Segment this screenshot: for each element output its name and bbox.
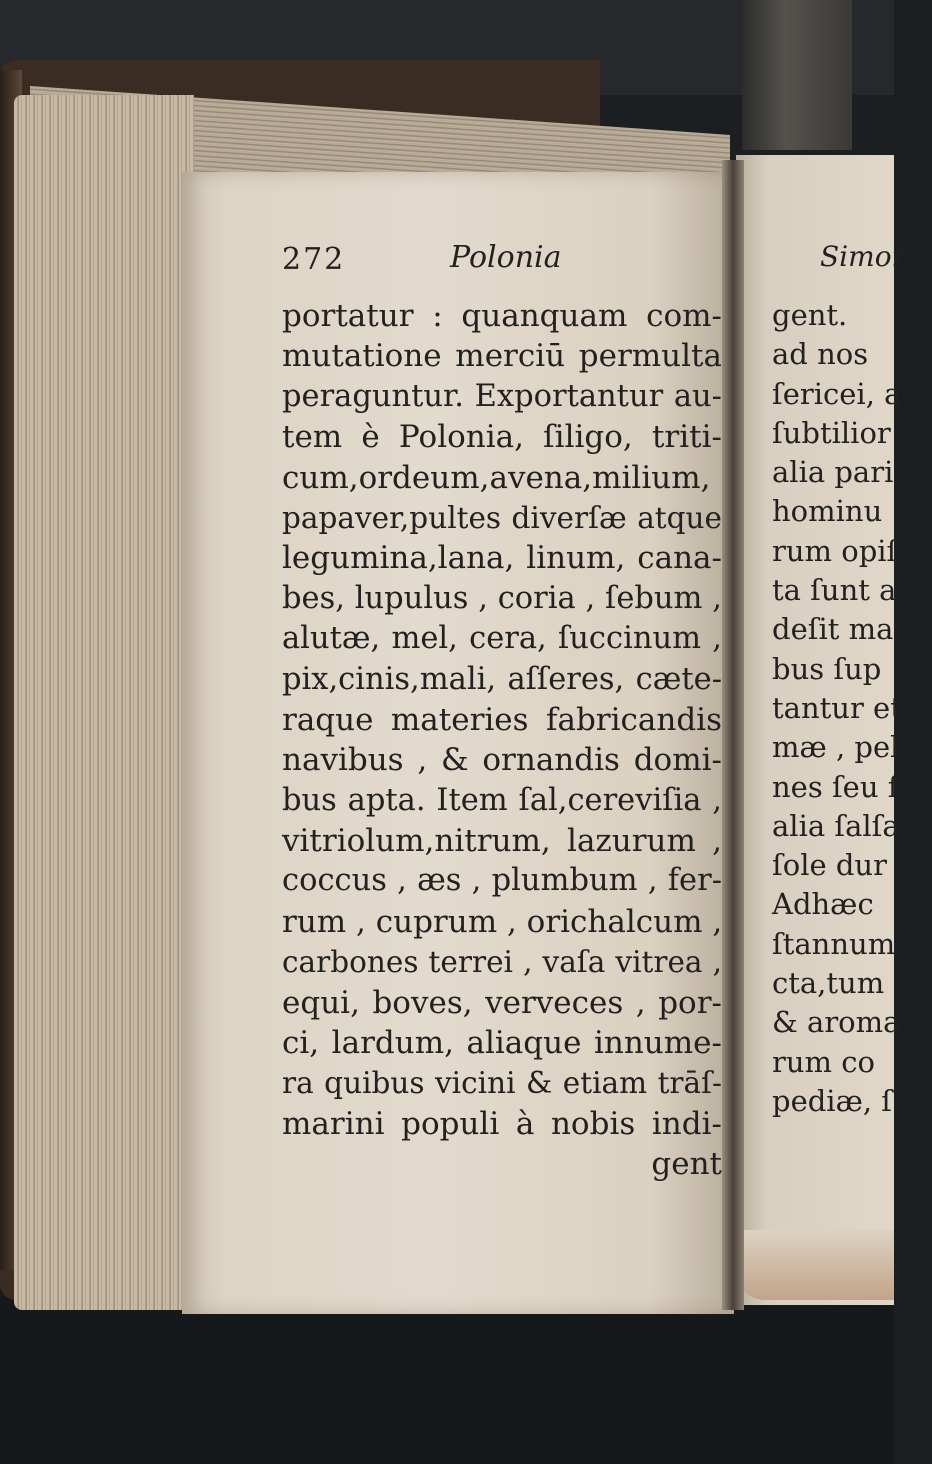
text-line: hominu	[772, 494, 883, 529]
catchword: gent	[651, 1146, 722, 1183]
text-line: bus apta. Item ſal,cereviſia ,	[282, 782, 722, 818]
text-line: marini populi à nobis indi-	[282, 1105, 722, 1142]
text-line: pix,cinis,mali, aſſeres, cæte-	[282, 661, 722, 697]
text-line: alia ſalſa	[772, 808, 900, 843]
left-page-header	[282, 236, 722, 282]
text-line: vitriolum,nitrum, lazurum ,	[282, 823, 722, 860]
text-line: ſtannum	[772, 926, 896, 961]
text-line: rum , cuprum , orichalcum ,	[282, 903, 723, 940]
text-line: ci, lardum, aliaque innume-	[282, 1025, 722, 1062]
text-line: tantur et	[772, 690, 902, 725]
dark-background-bottom	[0, 1290, 894, 1464]
text-line: papaver,pultes diverſæ atque	[282, 500, 722, 535]
text-line: ta ſunt a	[772, 573, 897, 608]
text-line: ra quibus vicini & etiam trāſ-	[282, 1066, 722, 1101]
background-post	[742, 0, 852, 150]
right-page-curl	[735, 1230, 894, 1300]
book-gutter	[722, 160, 744, 1310]
text-line: cta,tum	[772, 966, 885, 1001]
text-line: navibus , & ornandis domi-	[282, 742, 722, 779]
text-line: coccus , æs , plumbum , fer-	[282, 863, 722, 899]
text-line: ſubtilior	[772, 415, 891, 450]
text-line: Adhæc	[772, 887, 874, 922]
text-line: tem è Polonia, ſiligo, triti-	[282, 419, 722, 456]
text-line: nes ſeu ſ	[772, 769, 899, 804]
text-line: alia pari	[772, 455, 894, 490]
text-line: carbones terrei , vaſa vitrea ,	[282, 945, 722, 980]
text-line: rum opiſ	[772, 533, 898, 568]
text-line: portatur : quanquam com-	[282, 298, 722, 334]
text-line: legumina,lana, linum, cana-	[282, 540, 722, 577]
text-line: & aroma	[772, 1005, 901, 1040]
text-line: alutæ, mel, cera, ſuccinum ,	[282, 621, 722, 657]
text-line: peraguntur. Exportantur au-	[282, 378, 722, 414]
text-line: ſericei, a	[772, 376, 902, 411]
text-line: rum co	[772, 1044, 875, 1079]
text-line: bes, lupulus , coria , ſebum ,	[282, 580, 722, 616]
text-line: mutatione merciū permulta	[282, 338, 722, 375]
text-line: bus ſup	[772, 651, 882, 686]
page-number: 272	[282, 242, 346, 277]
right-page-text	[772, 236, 905, 1136]
text-line: gent.	[772, 298, 848, 332]
running-head: Polonia	[450, 240, 562, 275]
text-line: ad nos	[772, 337, 869, 372]
page-stack-edge	[14, 95, 194, 1310]
text-line: ſole dur	[772, 848, 887, 883]
text-line: equi, boves, verveces , por-	[282, 984, 722, 1021]
text-line: raque materies fabricandis	[282, 701, 722, 738]
text-line: mæ , pel	[772, 730, 900, 765]
text-line: pediæ, ſ	[772, 1083, 892, 1118]
text-line: deſit ma	[772, 612, 894, 647]
text-line: cum,ordeum,avena,milium,	[282, 459, 711, 496]
right-page-body	[772, 296, 932, 1121]
running-head-right: Simor	[820, 240, 905, 273]
left-page-body	[282, 296, 722, 1185]
